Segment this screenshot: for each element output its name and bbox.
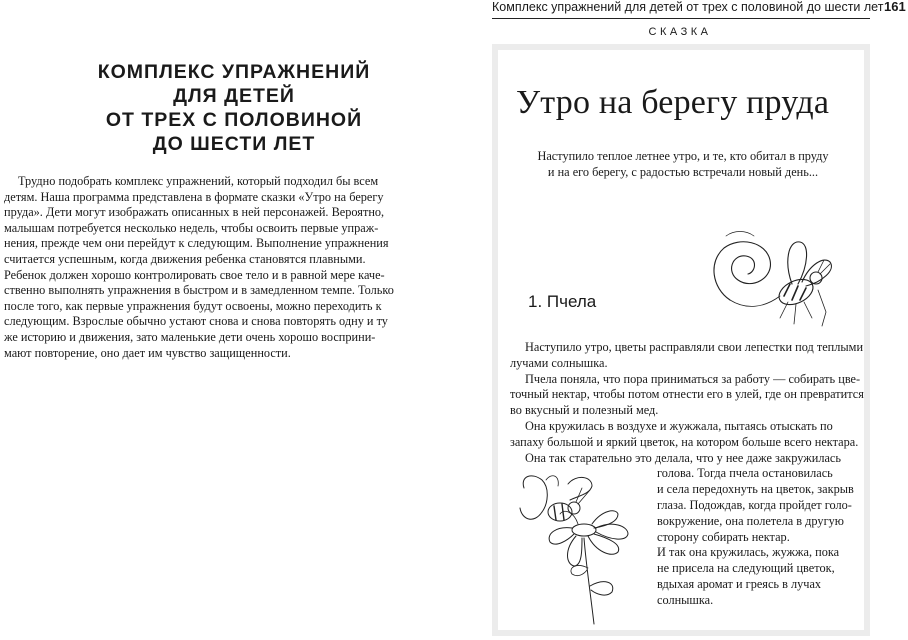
intro-line: считается успешным, когда движения ребенка становятся плавными. xyxy=(4,251,366,266)
chapter-title xyxy=(30,60,438,156)
bee-in-flight-illustration xyxy=(700,226,840,338)
story-line: лучами солнышка. xyxy=(510,355,608,370)
story-title: Утро на берегу пруда xyxy=(516,84,830,121)
intro-paragraph xyxy=(4,174,392,361)
chapter-title-line: КОМПЛЕКС УПРАЖНЕНИЙ xyxy=(97,61,371,83)
story-intro-line: и на его берегу, с радостью встречали новый день... xyxy=(547,164,819,179)
intro-line: Ребенок должен хорошо контролировать свое тело и в равной мере каче- xyxy=(4,267,385,282)
running-header: Комплекс упражнений для детей от трех с половиной до шести лет xyxy=(492,0,870,19)
intro-line: ственно выполнять упражнения в быстром и в замедленном темпе. Только xyxy=(4,283,394,298)
chapter-title-line: ДО ШЕСТИ ЛЕТ xyxy=(152,133,316,155)
story-line: Она так старательно это делала, что у нее даже закружилась xyxy=(525,450,841,465)
intro-line: следующим. Взрослые обычно устают снова и снова повторять одну и ту xyxy=(4,314,388,329)
story-line: сторону собирать нектар. xyxy=(657,529,790,544)
story-line: глаза. Подождав, когда пройдет голо- xyxy=(657,497,852,512)
story-line: Пчела поняла, что пора приниматься за работу — собирать цве- xyxy=(525,371,861,386)
story-line: запаху большой и яркий цветок, на котором больше всего нектара. xyxy=(510,434,859,449)
chapter-title-line: ОТ ТРЕХ С ПОЛОВИНОЙ xyxy=(105,109,363,131)
story-line: Она кружилась в воздухе и жужжала, пытаясь отыскать по xyxy=(525,418,833,433)
intro-line: нения, прежде чем они перейдут к следующим. Выполнение упражнения xyxy=(4,236,389,251)
bee-on-flower-illustration xyxy=(512,468,652,628)
intro-line: малышам потребуется несколько недель, чтобы освоить первые упраж- xyxy=(4,220,379,235)
intro-line: же историю и движения, зато маленькие дети очень хорошо восприни- xyxy=(4,329,376,344)
intro-line: Трудно подобрать комплекс упражнений, который подходил бы всем xyxy=(18,174,379,188)
intro-line: мают повторение, оно дает им чувство защищенности. xyxy=(4,345,291,360)
story-line: солнышка. xyxy=(657,592,714,607)
story-line: И так она кружилась, жужжа, пока xyxy=(657,545,840,560)
page-number: 161 xyxy=(884,0,906,14)
section-heading: 1. Пчела xyxy=(528,292,597,311)
story-intro-line: Наступило теплое летнее утро, и те, кто обитал в пруду xyxy=(537,149,829,163)
story-line: не присела на следующий цветок, xyxy=(657,561,835,576)
story-line: вдыхая аромат и греясь в лучах xyxy=(657,576,822,591)
intro-line: после того, как первые упражнения будут освоены, можно переходить к xyxy=(4,298,382,313)
story-line: голова. Тогда пчела остановилась xyxy=(657,466,833,481)
intro-line: пруда». Дети могут изображать описанных в ней персонажей. Вероятно, xyxy=(4,205,385,220)
story-line: вокружение, она полетела в другую xyxy=(657,513,844,528)
story-line: и села передохнуть на цветок, закрыв xyxy=(657,482,854,497)
chapter-title-line: ДЛЯ ДЕТЕЙ xyxy=(173,85,295,107)
story-line: Наступило утро, цветы расправляли свои лепестки под теплыми xyxy=(525,340,864,354)
story-intro xyxy=(528,149,838,180)
section-label: СКАЗКА xyxy=(648,26,712,38)
intro-line: детям. Наша программа представлена в формате сказки «Утро на берегу xyxy=(4,189,384,204)
story-line: во вкусный и полезный мед. xyxy=(510,403,659,418)
story-line: точный нектар, чтобы потом отнести его в улей, где он превратится xyxy=(510,387,864,402)
